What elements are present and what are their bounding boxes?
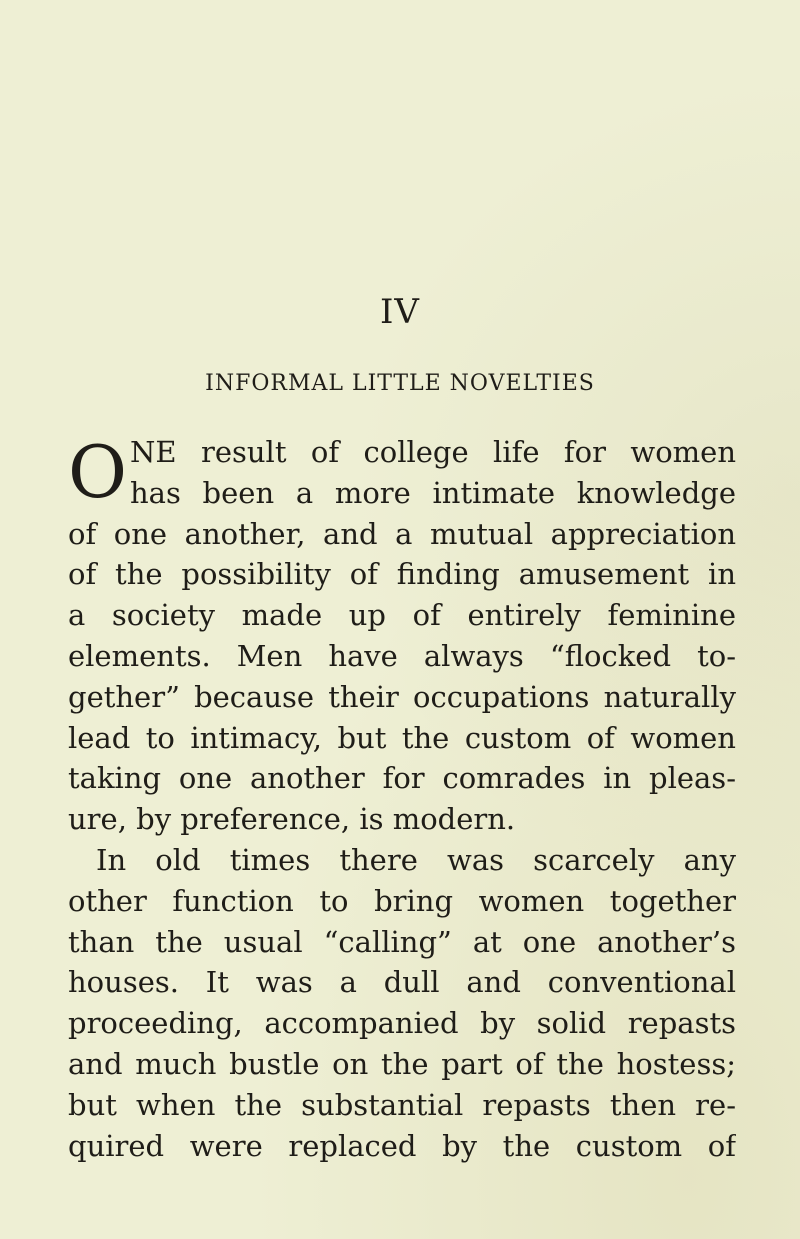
paragraph-2-line-5: proceeding, accompanied by solid repasts <box>68 1006 736 1041</box>
paragraph-1-line-8: lead to intimacy, but the custom of women <box>68 720 736 755</box>
paragraph-2-line-8: quired were replaced by the custom of <box>68 1128 736 1163</box>
paragraph-1-line-1: NE result of college life for women <box>130 435 736 469</box>
chapter-number: IV <box>380 292 420 332</box>
paragraph-2-line-6: and much bustle on the part of the hostess; <box>68 1046 736 1081</box>
paragraph-1-line-6: elements. Men have always “flocked to- <box>68 638 736 673</box>
paragraph-1-line-10: ure, by preference, is modern. <box>68 802 516 837</box>
chapter-title: INFORMAL LITTLE NOVELTIES <box>205 371 595 396</box>
paragraph-2-line-3: than the usual “calling” at one another’s <box>68 924 736 959</box>
paragraph-1-line-7: gether” because their occupations naturally <box>68 679 736 714</box>
paragraph-1 <box>68 432 736 840</box>
paragraph-2-line-7: but when the substantial repasts then re- <box>68 1087 736 1122</box>
paragraph-1-line-5: a society made up of entirely feminine <box>68 598 736 633</box>
paragraph-1-line-2: has been a more intimate knowledge <box>130 475 736 510</box>
paragraph-1-line-9: taking one another for comrades in pleas- <box>68 761 736 796</box>
paragraph-2-line-1: In old times there was scarcely any <box>96 842 736 877</box>
drop-cap: O <box>68 430 128 514</box>
paragraph-1-line-3: of one another, and a mutual appreciation <box>68 516 736 551</box>
paragraph-2-line-2: other function to bring women together <box>68 883 736 918</box>
body-text <box>68 432 736 1166</box>
paragraph-1-line-4: of the possibility of finding amusement in <box>68 557 736 592</box>
paragraph-2-line-4: houses. It was a dull and conventional <box>68 965 736 1000</box>
paragraph-2 <box>68 840 736 1166</box>
